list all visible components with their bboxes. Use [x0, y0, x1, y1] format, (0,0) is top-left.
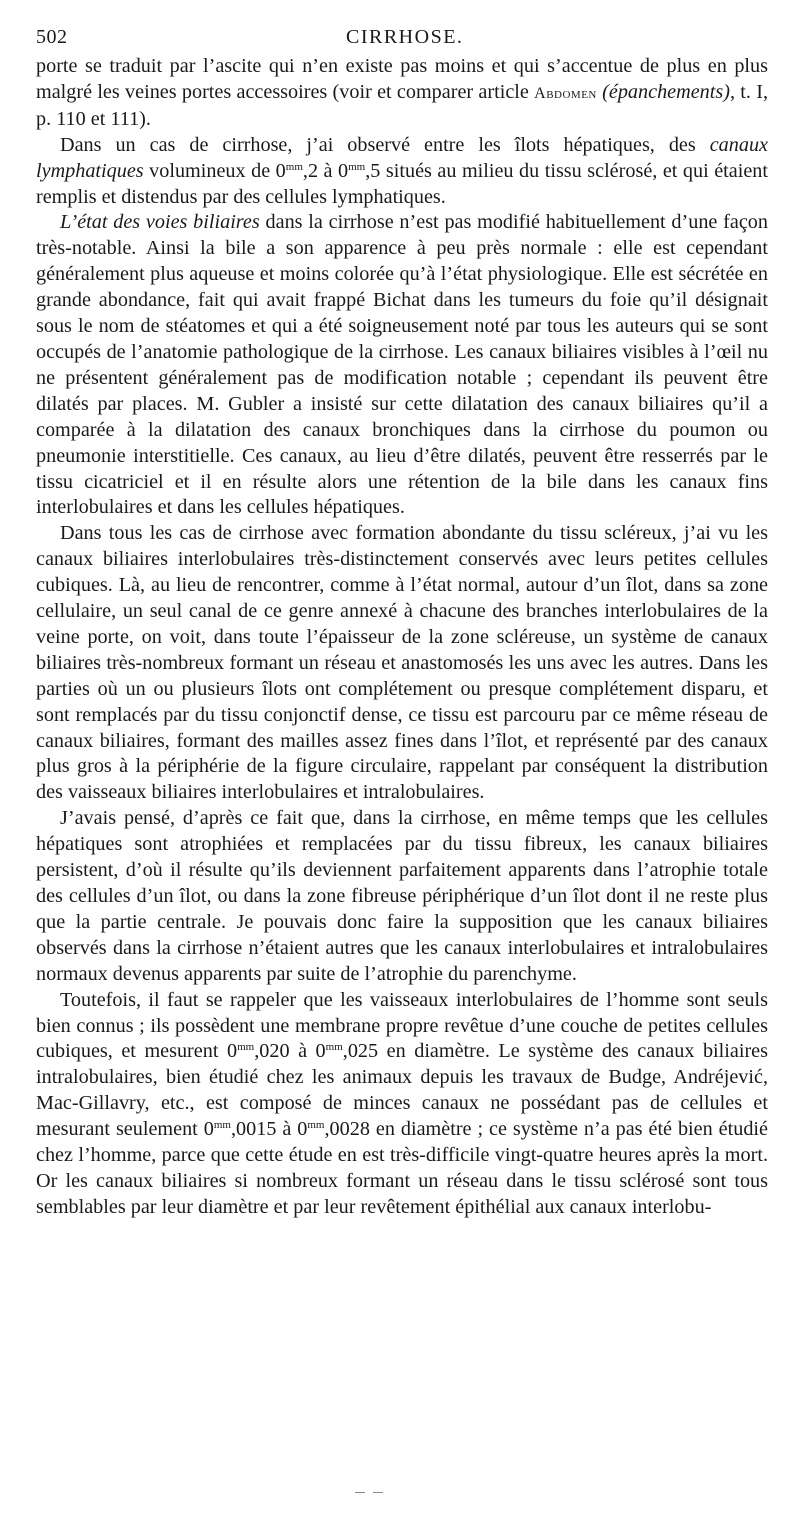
unit-superscript: mm — [237, 1041, 255, 1054]
paragraph-5: J’avais pensé, d’après ce fait que, dans la cirrhose, en même temps que les cellules hépatiques sont atrophiées et remplacées par du tissu fibreux, les canaux biliaires persistent, d’où il résulte qu’ils deviennent parfaitement apparents dans l’atrophie totale des cellules d’un îlot, ou dans la zone fibreuse périphérique d’un îlot dont il ne reste plus que la partie centrale. Je pouvais donc faire la supposition que les canaux biliaires observés dans la cirrhose n’étaient autres que les canaux interlobulaires et intralobulaires normaux devenus apparents par suite de l’atrophie du parenchyme. — [36, 807, 768, 985]
paragraph-3 — [36, 210, 768, 521]
paragraph-2-text-a: Dans un cas de cirrhose, j’ai observé entre les îlots hépatiques, des — [60, 133, 710, 156]
paragraph-6 — [36, 988, 768, 1221]
book-page — [36, 22, 768, 1221]
paragraph-3-text: dans la cirrhose n’est pas modifié habituellement d’une façon très-notable. Ainsi la bile a son apparence à peu près normale : elle est cependant généralement plus aqueuse et moins colorée qu’à l’état physiologique. Elle est sécrétée en grande abondance, fait qui avait frappé Bichat dans les tumeurs du foie qu’il désignait sous le nom de stéatomes et qui a été soigneusement noté par tous les auteurs qui se sont occupés de l’anatomie pathologique de la cirrhose. Les canaux biliaires visibles à l’œil nu ne présentent généralement pas de modification notable ; cependant ils peuvent être dilatés par places. M. Gubler a insisté sur cette dilatation des canaux biliaires qu’il a comparée à la dilatation des canaux bronchiques dans la cirrhose du poumon ou pneumonie interstitielle. Ces canaux, au lieu d’être dilatés, peuvent être resserrés par le tissu cicatriciel et il en résulte alors une rétention de la bile dans les canaux fins interlobulaires et dans les cellules hépatiques. — [36, 211, 768, 519]
paragraph-4: Dans tous les cas de cirrhose avec formation abondante du tissu scléreux, j’ai vu les canaux biliaires interlobulaires très-distinctement conservés avec leurs petites cellules cubiques. Là, au lieu de rencontrer, comme à l’état normal, autour d’un îlot, dans sa zone cellulaire, un seul canal de ce genre annexé à chacune des branches interlobulaires de la veine porte, on voit, dans toute l’épaisseur de la zone scléreuse, un système de canaux biliaires très-nombreux formant un réseau et anastomosés les uns avec les autres. Dans les parties où un ou plusieurs îlots ont complétement ou presque complétement disparu, et sont remplacés par du tissu conjonctif dense, ce tissu est parcouru par ce même réseau de canaux biliaires, formant des mailles assez fines dans l’îlot, et représenté par des canaux plus gros à la périphérie de la figure circulaire, rappelant par conséquent la distribution des vaisseaux biliaires interlobulaires et intralobulaires. — [36, 522, 768, 804]
small-caps-reference: Abdomen — [534, 84, 597, 102]
body-text — [36, 54, 768, 1221]
footer-dash — [355, 1492, 365, 1493]
unit-superscript: mm — [307, 1119, 325, 1132]
paragraph-6-text-d: ,0015 à 0 — [230, 1118, 308, 1141]
paragraph-2 — [36, 133, 768, 211]
footer-dash — [373, 1492, 383, 1493]
italic-term: canaux lymphatiques — [36, 133, 768, 182]
unit-superscript: mm — [213, 1119, 231, 1132]
running-head — [36, 22, 768, 54]
paragraph-6-text-a: Toutefois, il faut se rappeler que les vaisseaux interlobulaires de l’homme sont seuls bien connus ; ils possèdent une membrane propre revêtue d’une couche de petites cellules cubiques, et mesurent 0 — [36, 988, 768, 1063]
unit-superscript: mm — [348, 160, 366, 173]
paragraph-2-text-c: ,2 à 0 — [302, 159, 349, 182]
paragraph-6-text-c: ,025 en diamètre. Le système des canaux biliaires intralobulaires, bien étudié chez les animaux depuis les travaux de Budge, Andréjević, Mac-Gillavry, etc., est composé de minces canaux ne possédant pas de cellules et mesurant seulement 0 — [36, 1040, 768, 1141]
page-number: 502 — [36, 26, 68, 48]
unit-superscript: mm — [285, 160, 303, 173]
paragraph-6-text-e: ,0028 en diamètre ; ce système n’a pas été bien étudié chez l’homme, parce que cette étude en est très-difficile vingt-quatre heures après la mort. Or les canaux biliaires si nombreux formant un réseau dans le tissu sclérosé sont tous semblables par leur diamètre et par leur revêtement épithélial aux canaux interlobu- — [36, 1118, 768, 1218]
paragraph-1-text-a: porte se traduit par l’ascite qui n’en existe pas moins et qui s’accentue de plus en plus malgré les veines portes accessoires (voir et comparer article — [36, 55, 768, 103]
italic-reference: (épanchements) — [602, 80, 730, 103]
italic-term: L’état des voies biliaires — [60, 211, 260, 234]
footer-mark — [355, 1480, 395, 1482]
paragraph-1-text-b: , t. I, p. 110 et 111). — [36, 80, 768, 130]
unit-superscript: mm — [325, 1041, 343, 1054]
paragraph-1 — [36, 54, 768, 133]
paragraph-6-text-b: ,020 à 0 — [254, 1040, 326, 1063]
paragraph-2-text-b: volumineux de 0 — [143, 159, 286, 182]
paragraph-2-text-d: ,5 situés au milieu du tissu sclérosé, et qui étaient remplis et distendus par des cellules lymphatiques. — [36, 159, 769, 208]
running-title: CIRRHOSE. — [346, 26, 464, 48]
